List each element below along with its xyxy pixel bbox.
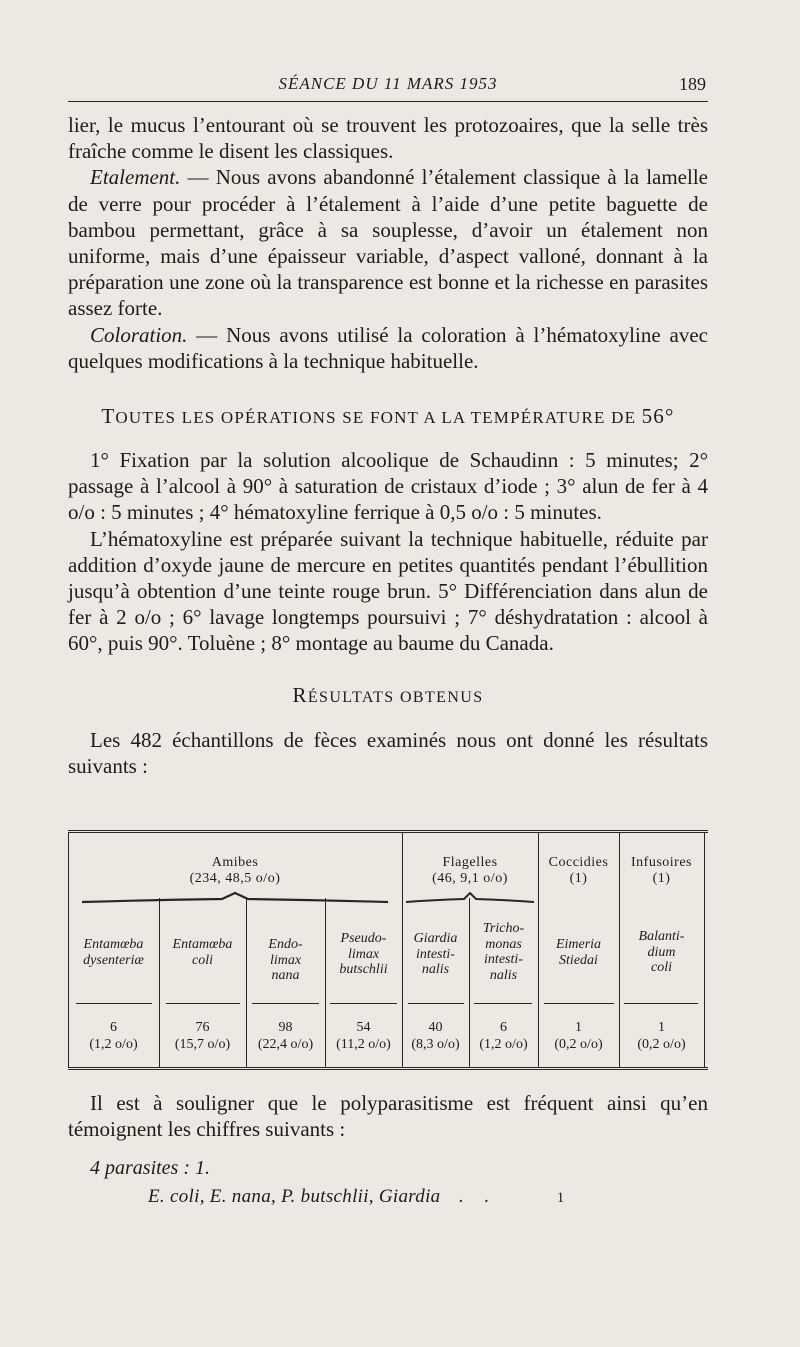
table-border-right xyxy=(704,833,705,1067)
species-entamoeba-dysenteriae xyxy=(68,937,159,968)
group-name: Infusoires xyxy=(631,855,692,870)
count-percent: (1,2 o/o) xyxy=(479,1037,528,1052)
count-value: 6 xyxy=(500,1020,507,1035)
section-heading-temp: 56° xyxy=(641,404,675,429)
parasite-names: E. coli, E. nana, P. butschlii, Giardia xyxy=(148,1186,441,1207)
species-line: Pseudo- xyxy=(340,931,387,946)
species-line: Stiedai xyxy=(559,952,598,968)
row-separator xyxy=(408,1003,464,1004)
group-header-flagelles xyxy=(402,855,538,887)
species-line: dium xyxy=(647,944,676,960)
species-endolimax-nana xyxy=(246,937,325,984)
species-line: limax xyxy=(347,946,380,962)
count-value: 1 xyxy=(575,1020,582,1035)
count-percent: (15,7 o/o) xyxy=(174,1037,231,1052)
coloration-label: Coloration. xyxy=(90,322,188,347)
count-value: 40 xyxy=(428,1020,443,1035)
leader-dots: . . xyxy=(458,1186,497,1207)
row-separator xyxy=(544,1003,614,1004)
count-percent: (0,2 o/o) xyxy=(637,1037,686,1052)
brace-amibes xyxy=(82,891,388,905)
paragraph-continuation: lier, le mucus l’entourant où se trouvent les protozoaires, que la selle très fraîche comme le disent les classiques. xyxy=(68,113,708,164)
species-line: monas xyxy=(485,936,522,952)
species-giardia-intestinalis xyxy=(402,931,469,978)
section-heading-initial: T xyxy=(101,404,116,429)
results-heading-initial: R xyxy=(292,682,308,707)
group-name: Coccidies xyxy=(548,855,609,870)
species-entamoeba-coli xyxy=(159,937,246,968)
paragraph-results-intro: Les 482 échantillons de fèces examinés nous ont donné les résultats suivants : xyxy=(68,727,708,778)
species-line: butschlii xyxy=(339,962,388,977)
species-line: nalis xyxy=(489,967,518,983)
species-line: nana xyxy=(271,968,300,983)
page-number: 189 xyxy=(679,74,706,94)
group-name: Amibes xyxy=(211,855,259,870)
species-pseudolimax-butschlii xyxy=(325,931,402,978)
species-line: Tricho- xyxy=(482,921,525,936)
results-heading-rest: ÉSULTATS OBTENUS xyxy=(307,688,484,706)
row-separator xyxy=(624,1003,698,1004)
species-line: Endo- xyxy=(268,937,303,952)
section-heading-operations xyxy=(68,404,708,429)
row-separator xyxy=(252,1003,319,1004)
species-line: Giardia xyxy=(413,931,458,946)
count-eimeria-stiedai xyxy=(538,1019,619,1053)
species-line: dysenteriæ xyxy=(83,952,144,968)
row-separator xyxy=(474,1003,532,1004)
species-line: Entamœba xyxy=(172,937,233,952)
paragraph-polyparasitism: Il est à souligner que le polyparasitisme est fréquent ainsi qu’en témoignent les chiffres suivants : xyxy=(68,1091,708,1142)
etalement-label: Etalement. xyxy=(90,165,181,190)
count-percent: (22,4 o/o) xyxy=(257,1037,314,1052)
species-line: Eimeria xyxy=(555,937,602,952)
species-trichomonas-intestinalis xyxy=(469,921,538,983)
paragraph-hematoxyline: L’hématoxyline est préparée suivant la technique habituelle, réduite par addition d’oxyde jaune de mercure en petites quantités pendant l’ébullition jusqu’à obtention d’une teinte rouge brun. 5° Différenciation dans alun de fer à 2 o/o ; 6° lavage longtemps poursuivi ; 7° déshydratation : alcool à 60°, puis 90°. Toluène ; 8° montage au baume du Canada. xyxy=(68,526,708,656)
group-count: (46, 9,1 o/o) xyxy=(432,871,508,886)
group-count: (1) xyxy=(652,871,671,886)
parasite-list-line xyxy=(148,1186,565,1208)
count-percent: (8,3 o/o) xyxy=(411,1037,460,1052)
section-heading-results xyxy=(68,683,708,708)
group-header-infusoires xyxy=(619,855,704,887)
running-header xyxy=(68,70,708,100)
species-line: intesti- xyxy=(484,952,523,967)
section-heading-rest: OUTES LES OPÉRATIONS SE FONT A LA TEMPÉRATURE DE xyxy=(115,408,642,428)
species-line: coli xyxy=(651,960,672,975)
count-balantidium-coli xyxy=(619,1019,704,1053)
count-endolimax-nana xyxy=(246,1019,325,1053)
results-table xyxy=(68,830,708,1070)
count-percent: (1,2 o/o) xyxy=(89,1037,138,1052)
species-eimeria-stiedai xyxy=(538,937,619,968)
species-line: intesti- xyxy=(416,946,455,962)
group-count: (234, 48,5 o/o) xyxy=(189,871,281,886)
etalement-text: — Nous avons abandonné l’étalement classique à la lamelle de verre pour procéder à l’étalement à l’aide d’une petite baguette de bambou permettant, grâce à sa souplesse, d’avoir un étalement non uniforme, mais d’une épaisseur variable, d’aspect valloné, donnant à la préparation une zone où la transparence est bonne et la richesse en parasites assez forte. xyxy=(68,165,708,321)
group-count: (1) xyxy=(569,871,588,886)
species-line: limax xyxy=(269,952,302,968)
count-giardia-intestinalis xyxy=(402,1019,469,1053)
body-text xyxy=(68,112,708,779)
coloration-text: — Nous avons utilisé la coloration à l’hématoxyline avec quelques modifications à la technique habituelle. xyxy=(68,322,708,373)
group-name: Flagelles xyxy=(442,855,498,870)
count-value: 54 xyxy=(356,1020,371,1035)
count-value: 6 xyxy=(110,1020,117,1035)
species-line: Balanti- xyxy=(638,929,685,944)
count-pseudolimax-butschlii xyxy=(325,1019,402,1053)
header-rule xyxy=(68,101,708,102)
row-separator xyxy=(330,1003,397,1004)
count-value: 1 xyxy=(658,1020,665,1035)
count-percent: (0,2 o/o) xyxy=(554,1037,603,1052)
count-value: 98 xyxy=(278,1020,293,1035)
count-trichomonas-intestinalis xyxy=(469,1019,538,1053)
paragraph-etalement xyxy=(68,164,708,321)
header-title: SÉANCE DU 11 MARS 1953 xyxy=(278,74,498,93)
count-entamoeba-coli xyxy=(159,1019,246,1053)
paragraph-steps: 1° Fixation par la solution alcoolique de Schaudinn : 5 minutes; 2° passage à l’alcool à 90° à saturation de cristaux d’iode ; 3° alun de fer à 4 o/o : 5 minutes ; 4° hématoxyline ferrique à 0,5 o/o : 5 minutes. xyxy=(68,448,708,525)
brace-flagelles xyxy=(406,891,534,905)
count-percent: (11,2 o/o) xyxy=(336,1037,391,1052)
parasite-list-count: 1 xyxy=(556,1190,565,1206)
species-line: Entamœba xyxy=(83,937,144,952)
count-value: 76 xyxy=(195,1020,210,1035)
group-header-amibes xyxy=(68,855,402,887)
species-line: coli xyxy=(192,952,213,968)
count-entamoeba-dysenteriae xyxy=(68,1019,159,1053)
body-text-after-table xyxy=(68,1090,708,1142)
species-line: nalis xyxy=(421,962,450,977)
parasite-count-line: 4 parasites : 1. xyxy=(90,1157,210,1179)
row-separator xyxy=(166,1003,240,1004)
paragraph-coloration xyxy=(68,322,708,374)
group-header-coccidies xyxy=(538,855,619,887)
row-separator xyxy=(76,1003,152,1004)
species-balantidium-coli xyxy=(619,929,704,976)
